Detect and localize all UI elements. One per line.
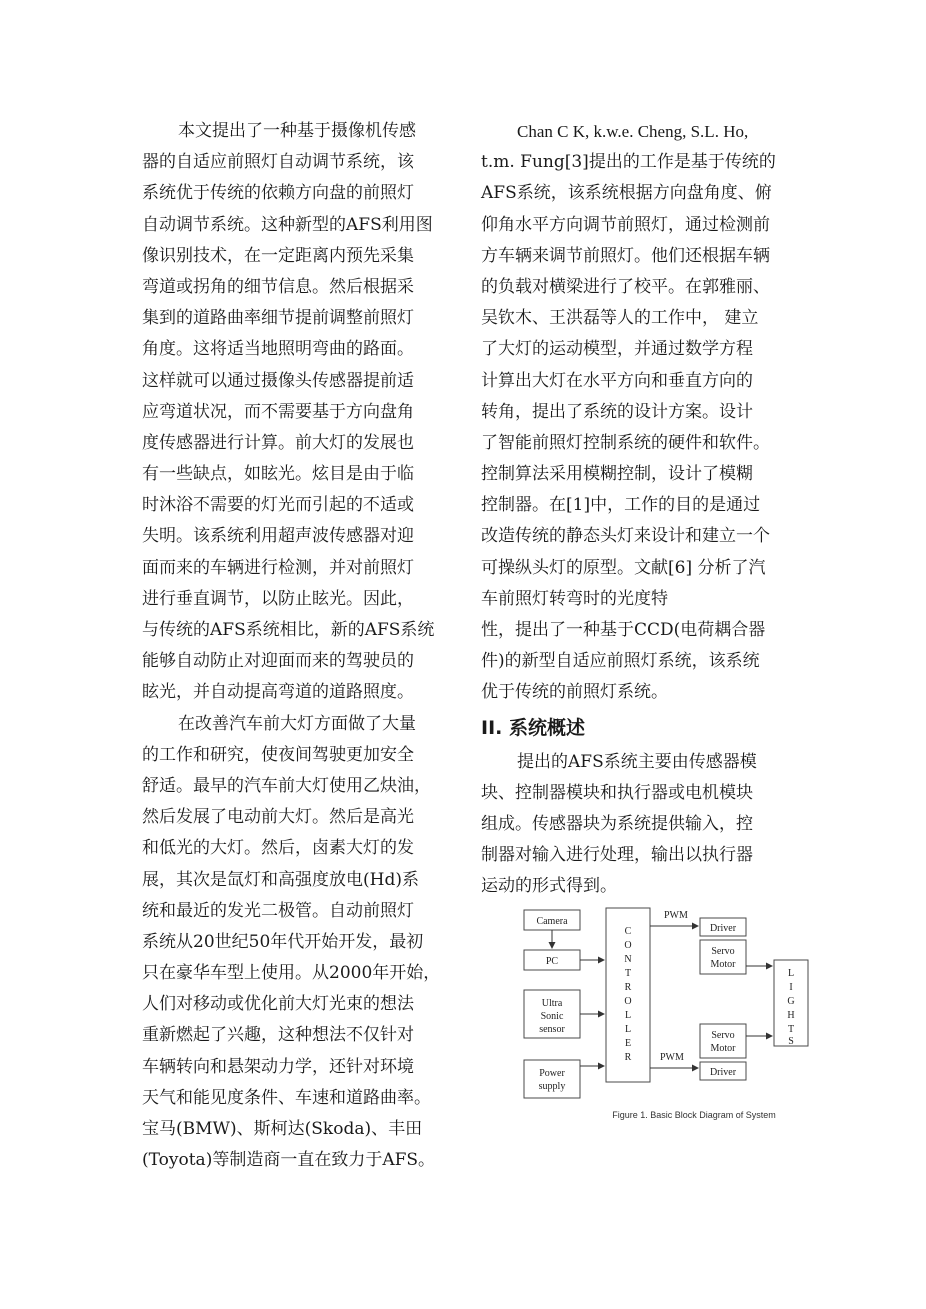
text-line: 只在豪华车型上使用。从2000年开始， [142, 963, 441, 984]
lights-letter: I [789, 982, 793, 993]
controller-letter: L [624, 1010, 632, 1021]
text-line: 展，其次是氙灯和高强度放电(Hd)系 [142, 869, 419, 890]
servo-top-label-line: Servo [711, 946, 735, 957]
text-line: 计算出大灯在水平方向和垂直方向的 [481, 370, 753, 391]
text-line: 有一些缺点，如眩光。炫目是由于临 [142, 464, 414, 485]
text-line: 像识别技术，在一定距离内预先采集 [142, 245, 414, 266]
right-column [481, 116, 796, 903]
lights-letter: G [787, 996, 795, 1007]
text-line: 车辆转向和悬架动力学，还针对环境 [142, 1056, 414, 1077]
text-line: 组成。传感器块为系统提供输入，控 [481, 813, 753, 834]
text-line: 进行垂直调节，以防止眩光。因此， [142, 588, 414, 609]
controller-letter: R [624, 982, 632, 993]
controller-letter: C [624, 926, 632, 937]
ultrasonic-label-line: sensor [539, 1024, 565, 1035]
controller-letter: O [624, 996, 632, 1007]
controller-letter: E [624, 1038, 632, 1049]
left-paragraph-1 [142, 116, 442, 709]
lights-letter: T [787, 1024, 795, 1035]
text-line: 角度。这将适当地照明弯曲的路面。 [142, 339, 414, 360]
text-line: 的工作和研究，使夜间驾驶更加安全 [142, 744, 414, 765]
text-line: 度传感器进行计算。前大灯的发展也 [142, 432, 414, 453]
text-line: 提出的AFS系统主要由传感器模 [517, 751, 757, 772]
driver-bottom-label: Driver [709, 1067, 737, 1078]
text-line: 了智能前照灯控制系统的硬件和软件。 [481, 432, 770, 453]
section-heading: II. 系统概述 [481, 716, 585, 739]
text-line: 自动调节系统。这种新型的AFS利用图 [142, 214, 433, 235]
text-line: 控制器。在[1]中，工作的目的是通过 [481, 495, 761, 516]
text-line: 器的自适应前照灯自动调节系统，该 [142, 152, 414, 173]
text-line: 应弯道状况，而不需要基于方向盘角 [142, 401, 414, 422]
power-label-line: Power [539, 1068, 565, 1079]
text-line: 块、控制器模块和执行器或电机模块 [481, 782, 753, 803]
right-paragraph-1 [481, 116, 796, 709]
ultrasonic-label-line: Sonic [540, 1011, 564, 1022]
text-line: 宝马(BMW)、斯柯达(Skoda)、丰田 [142, 1119, 423, 1139]
text-line: 时沐浴不需要的灯光而引起的不适或 [142, 495, 414, 516]
text-line: 系统优于传统的依赖方向盘的前照灯 [142, 183, 414, 204]
servo-bottom-label-line: Motor [710, 1043, 736, 1054]
text-line: 改造传统的静态头灯来设计和建立一个 [481, 526, 770, 547]
text-line: 可操纵头灯的原型。文献[6] 分析了汽 [481, 557, 766, 578]
text-line: 弯道或拐角的细节信息。然后根据采 [142, 276, 414, 297]
text-line: 吴钦木、王洪磊等人的工作中， 建立 [481, 308, 759, 329]
ultrasonic-label-line: Ultra [541, 998, 563, 1009]
text-line: 舒适。最早的汽车前大灯使用乙炔油， [142, 775, 431, 796]
text-line: 本文提出了一种基于摄像机传感 [178, 121, 416, 141]
text-line: 了大灯的运动模型，并通过数学方程 [481, 339, 753, 360]
figure-caption: Figure 1. Basic Block Diagram of System [612, 1110, 776, 1120]
text-line: 控制算法采用模糊控制，设计了模糊 [481, 464, 753, 485]
left-column [142, 116, 442, 1176]
text-line: 集到的道路曲率细节提前调整前照灯 [142, 308, 414, 329]
lights-letter: S [788, 1036, 794, 1047]
controller-letter: O [624, 940, 632, 951]
text-line: 系统从20世纪50年代开始开发，最初 [142, 931, 424, 952]
text-line: Chan C K, k.w.e. Cheng, S.L. Ho, [517, 122, 749, 141]
text-line: 人们对移动或优化前大灯光束的想法 [142, 994, 414, 1015]
text-line: 天气和能见度条件、车速和道路曲率。 [142, 1087, 431, 1108]
power-label-line: supply [538, 1081, 566, 1092]
text-line: 运动的形式得到。 [481, 876, 617, 897]
text-line: t.m. Fung[3]提出的工作是基于传统的 [481, 152, 776, 173]
left-paragraph-2 [142, 709, 442, 1177]
block-diagram-figure [518, 902, 816, 1128]
text-line: (Toyota)等制造商一直在致力于AFS。 [142, 1150, 436, 1171]
pc-label: PC [545, 956, 559, 967]
controller-letter: R [624, 1052, 632, 1063]
text-line: AFS系统，该系统根据方向盘角度、俯 [481, 183, 772, 204]
text-line: 件)的新型自适应前照灯系统，该系统 [481, 651, 760, 672]
text-line: 面而来的车辆进行检测，并对前照灯 [142, 557, 414, 578]
pwm-label-bottom: PWM [660, 1052, 684, 1063]
text-line: 制器对输入进行处理，输出以执行器 [481, 845, 753, 866]
text-line: 统和最近的发光二极管。自动前照灯 [142, 900, 414, 921]
text-line: 这样就可以通过摄像头传感器提前适 [142, 370, 414, 391]
text-line: 在改善汽车前大灯方面做了大量 [178, 713, 416, 734]
camera-label: Camera [536, 916, 568, 927]
text-line: 性，提出了一种基于CCD(电荷耦合器 [481, 620, 766, 640]
controller-letter: T [624, 968, 632, 979]
text-line: 能够自动防止对迎面而来的驾驶员的 [142, 651, 414, 672]
right-paragraph-2 [481, 747, 796, 903]
driver-top-label: Driver [709, 923, 737, 934]
text-line: 车前照灯转弯时的光度特 [481, 588, 668, 609]
text-line: 失明。该系统利用超声波传感器对迎 [142, 526, 414, 547]
servo-top-label-line: Motor [710, 959, 736, 970]
text-line: 然后发展了电动前大灯。然后是高光 [142, 807, 414, 828]
text-line: 眩光，并自动提高弯道的道路照度。 [142, 682, 414, 703]
text-line: 转角，提出了系统的设计方案。设计 [481, 401, 753, 422]
lights-letter: L [787, 968, 795, 979]
text-line: 和低光的大灯。然后，卤素大灯的发 [142, 838, 414, 859]
controller-letter: L [624, 1024, 632, 1035]
pwm-label-top: PWM [664, 910, 688, 921]
lights-letter: H [787, 1010, 795, 1021]
controller-letter: N [624, 954, 632, 965]
text-line: 与传统的AFS系统相比，新的AFS系统 [142, 620, 435, 640]
text-line: 的负载对横梁进行了校平。在郭雅丽、 [481, 276, 770, 297]
power-supply-block [524, 1060, 580, 1098]
text-line: 重新燃起了兴趣，这种想法不仅针对 [142, 1025, 414, 1046]
text-line: 方车辆来调节前照灯。他们还根据车辆 [481, 245, 770, 266]
servo-bottom-label-line: Servo [711, 1030, 735, 1041]
text-line: 优于传统的前照灯系统。 [481, 682, 668, 703]
text-line: 仰角水平方向调节前照灯，通过检测前 [481, 214, 770, 235]
